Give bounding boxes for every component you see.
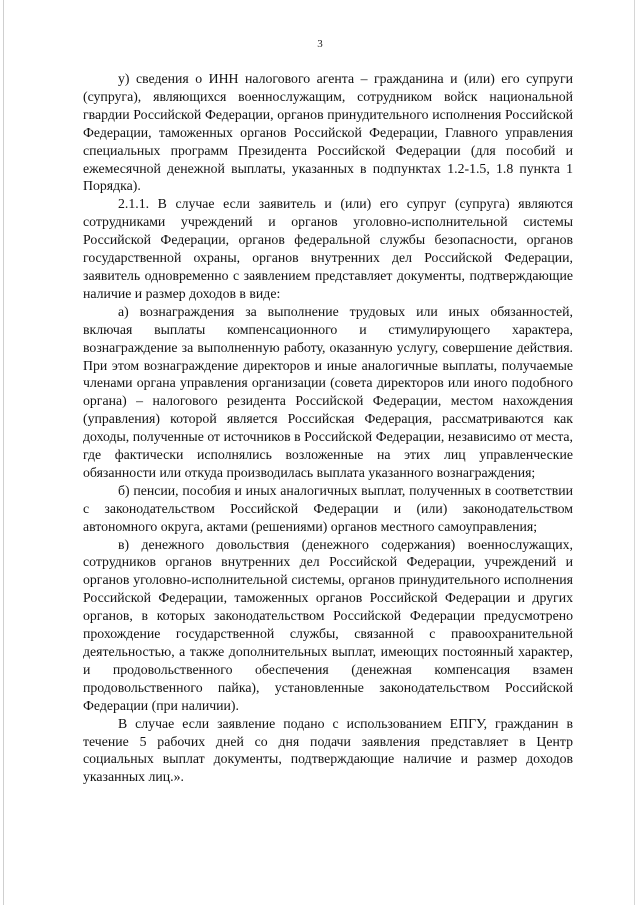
paragraph-b: б) пенсии, пособия и иных аналогичных выплат, полученных в соответствии с законодательством Российской Федерации и (или) законодательством автономного округа, актами (решениями) органов местного самоуправления; — [83, 482, 573, 534]
paragraph-u: у) сведения о ИНН налогового агента – гражданина и (или) его супруги (супруга), являющихся военнослужащим, сотрудником войск национальной гвардии Российской Федерации, органов принудительного исполнения Российской Федерации, таможенных органов Российской Федерации, Главного управления специальных программ Президента Российской Федерации (для пособий и ежемесячной денежной выплаты, указанных в подпунктах 1.2-1.5, 1.8 пункта 1 Порядка). — [83, 71, 573, 194]
scan-edge-left — [3, 0, 4, 905]
page-number: 3 — [317, 38, 323, 50]
paragraph-a: а) вознаграждения за выполнение трудовых или иных обязанностей, включая выплаты компенсационного и стимулирующего характера, вознаграждение за выполненную работу, оказанную услугу, совершение действия. При этом вознаграждение директоров и иные аналогичные выплаты, получаемые членами органа управления организации (совета директоров или иного подобного органа) – налогового резидента Российской Федерации, местом нахождения (управления) которой является Российская Федерация, рассматриваются как доходы, полученные от источников в Российской Федерации, независимо от места, где фактически исполнялись возложенные на этих лиц управленческие обязанности или откуда производилась выплата указанного вознаграждения; — [83, 303, 573, 480]
paragraph-2-1-1: 2.1.1. В случае если заявитель и (или) его супруг (супруга) являются сотрудниками учреждений и органов уголовно-исполнительной системы Российской Федерации, органов федеральной службы безопасности, органов государственной охраны, органов внутренних дел Российской Федерации, заявитель одновременно с заявлением представляет документы, подтверждающие наличие и размер доходов в виде: — [83, 196, 573, 301]
paragraph-v: в) денежного довольствия (денежного содержания) военнослужащих, сотрудников органов внутренних дел Российской Федерации, учреждений и органов уголовно-исполнительной системы, органов принудительного исполнения Российской Федерации, таможенных органов Российской Федерации и других органов, в которых законодательством Российской Федерации предусмотрено прохождение государственной службы, связанной с правоохранительной деятельностью, а также дополнительных выплат, имеющих постоянный характер, и продовольственного обеспечения (денежная компенсация взамен продовольственного пайка), установленные законодательством Российской Федерации (при наличии). — [83, 536, 573, 713]
document-body — [83, 70, 573, 786]
paragraph-epgu: В случае если заявление подано с использованием ЕПГУ, гражданин в течение 5 рабочих дней со дня подачи заявления представляет в Центр социальных выплат документы, подтверждающие наличие и размер доходов указанных лиц.». — [83, 715, 573, 785]
scan-edge-right — [634, 0, 635, 905]
